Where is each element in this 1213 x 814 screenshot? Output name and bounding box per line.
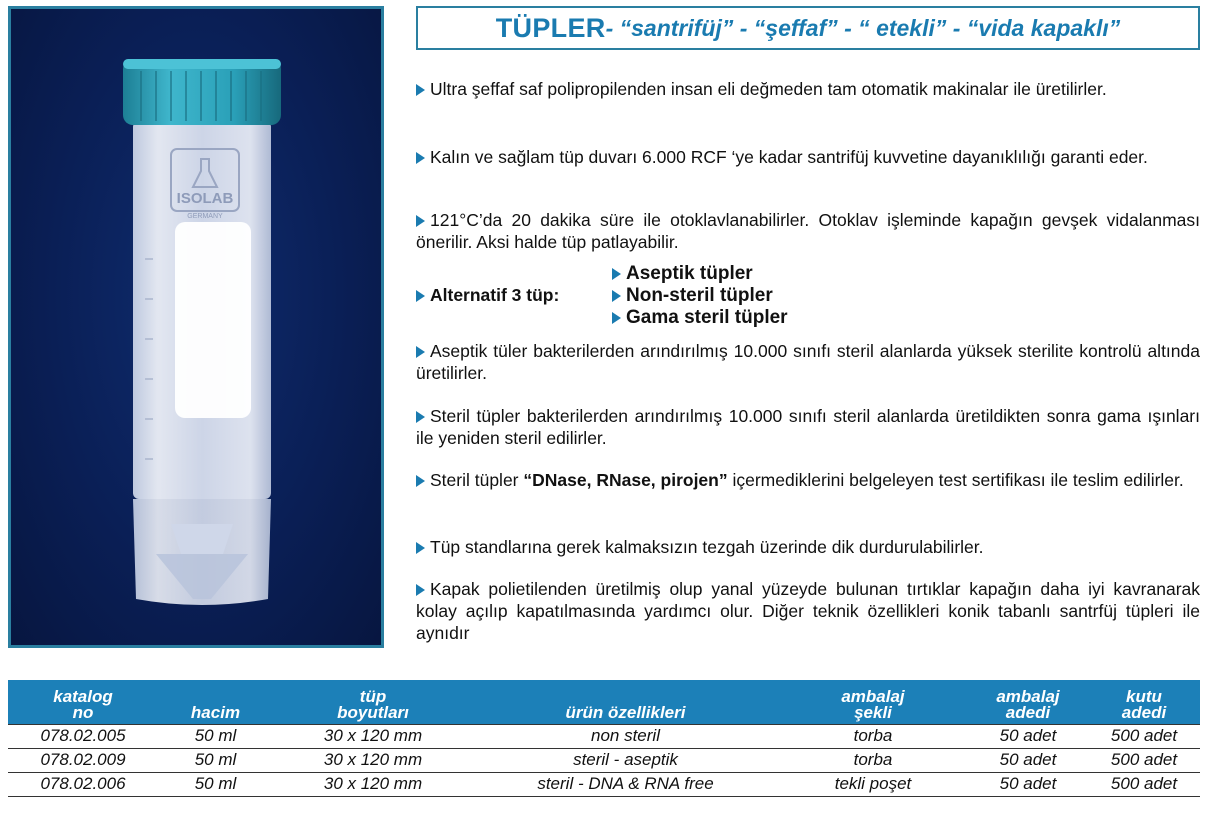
cell-catalog: 078.02.009 [8,748,158,772]
list-item: Non-steril tüpler [612,285,788,307]
bullet-aseptic: Aseptik tüler bakterilerden arındırılmış 10.000 sınıfı steril alanlarda yüksek sterilite kontrolü altında üretilirler. [416,341,1200,383]
bullet-stand: Tüp standlarına gerek kalmaksızın tezgah üzerinde dik durdurulabilirler. [416,536,1200,558]
col-header-package-qty: ambalaj adedi [996,686,1060,722]
bullet-autoclave: 121°C’da 20 dakika süre ile otoklavlanabilirler. Otoklav işleminde kapağın gevşek vidalanması önerilir. Aksi halde tüp patlayabilir. [416,210,1200,252]
cell-package-qty: 50 adet [968,724,1088,748]
cell-volume: 50 ml [158,772,273,796]
write-on-label [175,222,251,418]
cell-catalog: 078.02.006 [8,772,158,796]
cell-catalog: 078.02.005 [8,724,158,748]
cell-volume: 50 ml [158,748,273,772]
cell-features: steril - DNA & RNA free [473,772,778,796]
cell-package-qty: 50 adet [968,748,1088,772]
col-header-catalog: katalog no [53,686,113,722]
bullet-certificate: Steril tüpler “DNase, RNase, pirojen” içermediklerini belgeleyen test sertifikası ile teslim edilirler. [416,469,1200,491]
cell-features: non steril [473,724,778,748]
table-row [8,724,1200,748]
col-header-dimensions: tüp boyutları [337,686,409,722]
cell-dimensions: 30 x 120 mm [273,772,473,796]
cell-package-type: torba [778,748,968,772]
col-header-volume: hacim [190,702,241,722]
alternatives-label: Alternatif 3 tüp: [416,285,559,306]
col-header-package-type: ambalaj şekli [841,686,905,722]
alternatives-list [612,263,788,329]
table-row [8,772,1200,796]
product-table [8,680,1200,797]
cell-features: steril - aseptik [473,748,778,772]
cell-package-type: torba [778,724,968,748]
cell-box-qty: 500 adet [1088,724,1200,748]
cell-package-type: tekli poşet [778,772,968,796]
table-header-row [8,680,1200,724]
title-main: TÜPLER [495,12,606,43]
col-header-features: ürün özellikleri [565,702,686,722]
arrow-icon [612,312,621,324]
arrow-icon [416,215,425,227]
product-photo [8,6,384,648]
alternatives-block [416,263,916,329]
cell-box-qty: 500 adet [1088,748,1200,772]
cell-package-qty: 50 adet [968,772,1088,796]
brand-logo-text: ISOLAB [176,190,234,207]
cell-dimensions: 30 x 120 mm [273,724,473,748]
arrow-icon [416,542,425,554]
arrow-icon [416,84,425,96]
arrow-icon [416,346,425,358]
cell-volume: 50 ml [158,724,273,748]
page-title [416,6,1200,50]
list-item: Aseptik tüpler [612,263,788,285]
arrow-icon [416,152,425,164]
arrow-icon [612,290,621,302]
arrow-icon [612,268,621,280]
bullet-cap: Kapak polietilenden üretilmiş olup yanal yüzeyde bulunan tırtıklar kapağın daha iyi kavranarak kolay açılıp kapatılmasında yardımcı olur. Diğer teknik özellikleri konik tabanlı santrfüj tüpleri ile aynıdır [416,579,1200,643]
bullet-material: Ultra şeffaf saf polipropilenden insan eli değmeden tam otomatik makinalar ile üretilirler. [416,78,1200,100]
bullet-rcf: Kalın ve sağlam tüp duvarı 6.000 RCF ‘ye kadar santrifüj kuvvetine dayanıklılığı garanti eder. [416,146,1200,168]
cell-box-qty: 500 adet [1088,772,1200,796]
centrifuge-tube-illustration [11,9,387,651]
list-item: Gama steril tüpler [612,307,788,329]
col-header-box-qty: kutu adedi [1121,686,1167,722]
arrow-icon [416,584,425,596]
arrow-icon [416,290,425,302]
arrow-icon [416,411,425,423]
brand-sub-text: GERMANY [187,213,223,220]
table-row [8,748,1200,772]
title-subtitle: - “santrifüj” - “şeffaf” - “ etekli” - “vida kapaklı” [605,14,1121,41]
bullet-sterile: Steril tüpler bakterilerden arındırılmış 10.000 sınıfı steril alanlarda üretildikten sonra gama ışınları ile yeniden steril edilirler. [416,406,1200,448]
arrow-icon [416,475,425,487]
cell-dimensions: 30 x 120 mm [273,748,473,772]
